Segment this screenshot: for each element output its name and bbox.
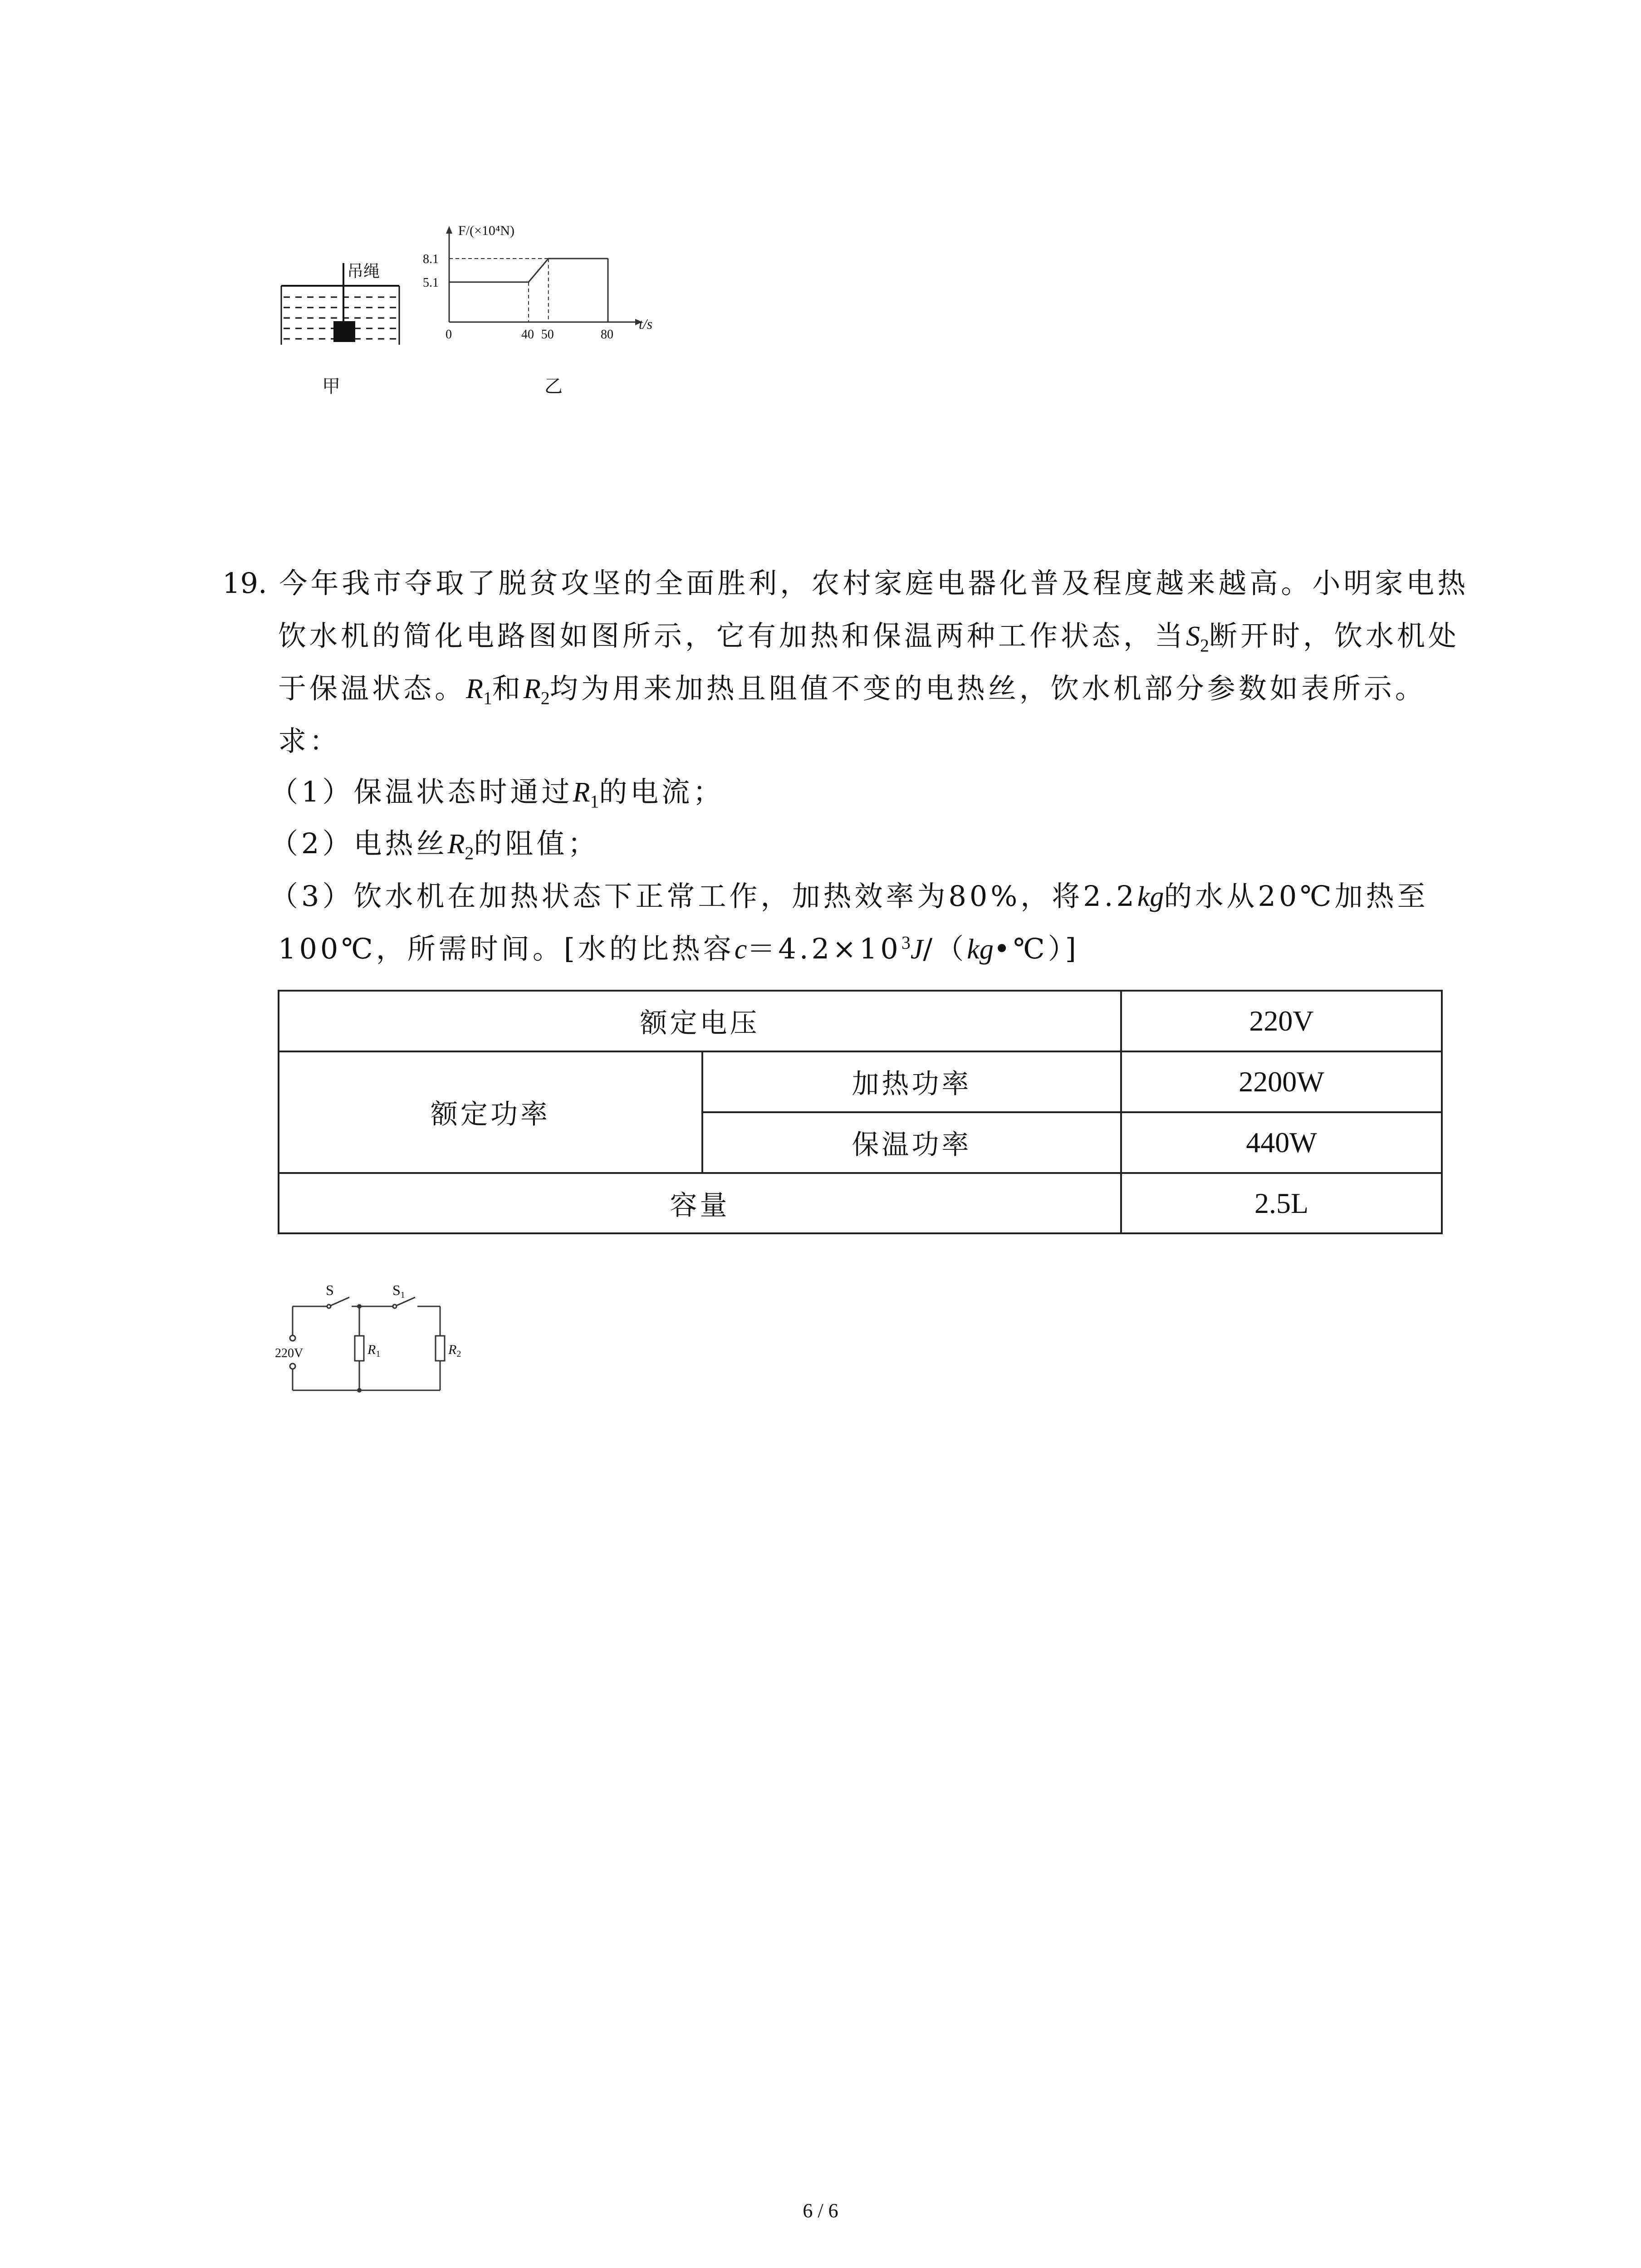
- subquestion-3-line-2: 100℃，所需时间。[水的比热容$c=4.2\times 10^3J/(kg•℃)$]: [278, 932, 1079, 965]
- figure-yi-chart: [417, 213, 671, 408]
- junction-bottom: [357, 1388, 362, 1393]
- table-row: [279, 991, 1442, 1051]
- subquestion-1: （1）保温状态时通过$R_1$的电流；: [270, 775, 725, 812]
- keepwarm-power-value: 440W: [1121, 1112, 1442, 1173]
- x-axis-label: t/s: [639, 316, 653, 332]
- resistor-r1: [355, 1336, 364, 1361]
- r2-label: $R_2$: [448, 1342, 461, 1359]
- x-tick-label: 50: [541, 327, 554, 342]
- rated-voltage-label: 额定电压: [279, 991, 1121, 1051]
- question-line-3: 于保温状态。$R_1$和$R_2$均为用来加热且阻值不变的电热丝，饮水机部分参数如表所示。: [278, 672, 1426, 709]
- table-row: [279, 1173, 1442, 1233]
- submerged-block: [333, 321, 355, 342]
- parameter-table: [278, 990, 1443, 1234]
- subquestion-2: （2）电热丝$R_2$的阻值；: [270, 827, 599, 864]
- r1-label: $R_1$: [367, 1342, 381, 1359]
- x-tick-label: 80: [601, 327, 613, 342]
- figure-yi-caption: 乙: [544, 376, 563, 397]
- terminal-bottom: [290, 1364, 295, 1369]
- rope-label: 吊绳: [347, 262, 380, 281]
- table-row: [279, 1051, 1442, 1112]
- rated-power-label: 额定功率: [279, 1051, 702, 1173]
- junction-top: [357, 1304, 362, 1309]
- capacity-label: 容量: [279, 1173, 1121, 1233]
- figure-jia: [272, 254, 408, 404]
- question-line-4: 求：: [278, 724, 341, 758]
- y-axis-label: F/(×10⁴N): [458, 223, 515, 238]
- question-number: 19.: [222, 567, 267, 600]
- switch-s-label: S: [326, 1282, 334, 1298]
- page-number: 6 / 6: [803, 2200, 838, 2222]
- x-tick-label: 40: [521, 327, 534, 342]
- subquestion-3: （3）饮水机在加热状态下正常工作，加热效率为80%，将2.2kg的水从20℃加热至: [270, 880, 1429, 913]
- switch-s-blade: [329, 1297, 349, 1306]
- keepwarm-power-label: 保温功率: [702, 1112, 1121, 1173]
- circuit-diagram: [272, 1261, 499, 1411]
- force-series-line: [449, 259, 608, 282]
- resistor-r2: [436, 1336, 445, 1361]
- question-line-1: 19. 今年我市夺取了脱贫攻坚的全面胜利，农村家庭电器化普及程度越来越高。小明家电热: [222, 567, 1469, 600]
- heating-power-value: 2200W: [1121, 1051, 1442, 1112]
- x-tick-label: 0: [446, 327, 452, 342]
- y-axis-arrow: [446, 226, 452, 234]
- terminal-top: [290, 1335, 295, 1341]
- capacity-value: 2.5L: [1121, 1173, 1442, 1233]
- figure-jia-caption: 甲: [322, 376, 340, 397]
- heating-power-label: 加热功率: [702, 1051, 1121, 1112]
- y-tick-label: 8.1: [423, 252, 439, 266]
- question-line-2: 饮水机的简化电路图如图所示，它有加热和保温两种工作状态，当$S_2$断开时，饮水机处: [278, 619, 1460, 656]
- y-tick-label: 5.1: [423, 275, 439, 290]
- rated-voltage-value: 220V: [1121, 991, 1442, 1051]
- voltage-label: 220V: [275, 1346, 304, 1360]
- switch-s1-label: S1: [392, 1282, 405, 1300]
